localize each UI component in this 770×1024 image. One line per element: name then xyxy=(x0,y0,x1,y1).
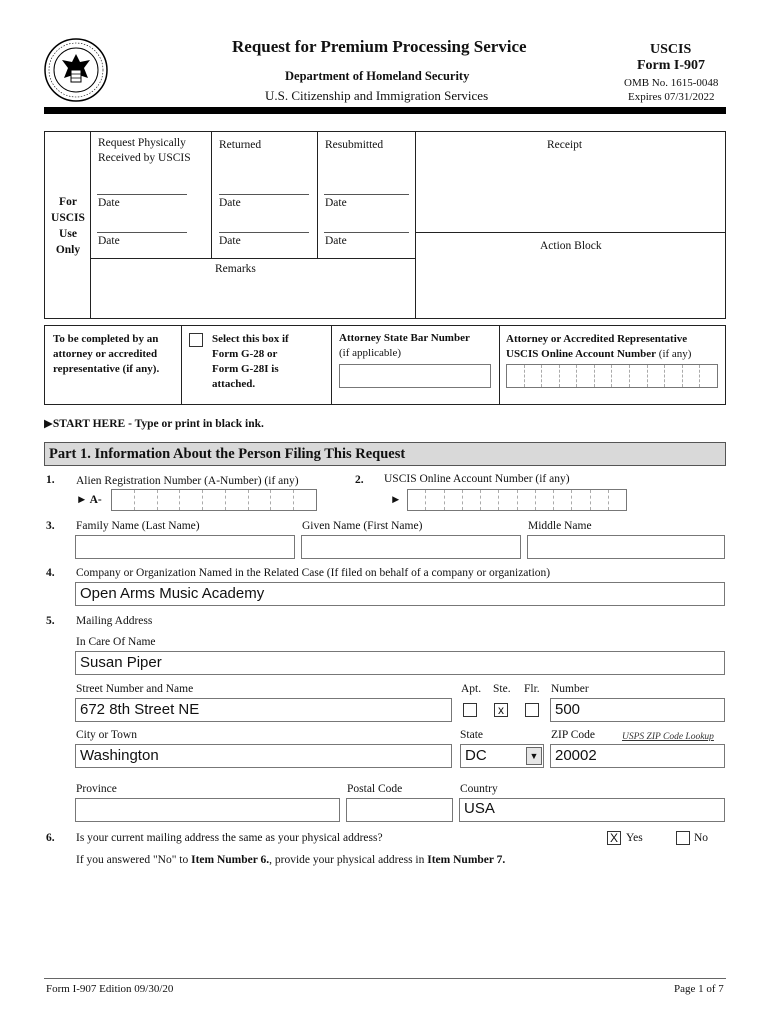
attorney-intro: To be completed by an attorney or accredited representative (if any). xyxy=(53,333,160,375)
q6-note: If you answered "No" to Item Number 6., provide your physical address in Item Number 7. xyxy=(76,854,506,866)
bar-number-label: Attorney State Bar Number xyxy=(339,332,470,344)
province-input[interactable] xyxy=(75,798,340,822)
a-number-prefix: ► A- xyxy=(76,494,102,506)
chevron-down-icon[interactable]: ▼ xyxy=(526,747,542,765)
a-number-input[interactable] xyxy=(111,489,317,511)
postal-code-label: Postal Code xyxy=(347,783,403,795)
q6-label: Is your current mailing address the same as your physical address? xyxy=(76,832,383,844)
ste-checkbox[interactable]: x xyxy=(494,703,508,717)
given-name-input[interactable] xyxy=(301,535,521,559)
city-label: City or Town xyxy=(76,729,137,741)
department-name: Department of Homeland Security xyxy=(285,69,470,83)
family-name-label: Family Name (Last Name) xyxy=(76,520,200,532)
q6-number: 6. xyxy=(46,832,55,844)
q2-number: 2. xyxy=(355,474,364,486)
header-rule xyxy=(44,107,726,114)
online-account-label2: USCIS Online Account Number (if any) xyxy=(506,348,692,360)
start-here: ▶START HERE - Type or print in black ink. xyxy=(44,418,264,430)
yes-checkbox[interactable]: X xyxy=(607,831,621,845)
arrow-right-icon: ▶ xyxy=(44,418,53,430)
attorney-online-account-input[interactable] xyxy=(506,364,718,388)
company-name-input[interactable]: Open Arms Music Academy xyxy=(75,582,725,606)
resubmitted-header: Resubmitted xyxy=(325,139,384,151)
middle-name-input[interactable] xyxy=(527,535,725,559)
date-label: Date xyxy=(98,197,120,209)
no-label: No xyxy=(694,832,709,844)
dhs-seal-icon xyxy=(44,38,108,102)
uscis-label: USCIS xyxy=(650,42,692,57)
care-of-input[interactable]: Susan Piper xyxy=(75,651,725,675)
family-name-input[interactable] xyxy=(75,535,295,559)
country-input[interactable]: USA xyxy=(459,798,725,822)
date-label: Date xyxy=(219,235,241,247)
usps-lookup-link[interactable]: USPS ZIP Code Lookup xyxy=(622,732,714,742)
form-number: Form I-907 xyxy=(637,58,706,73)
q3-number: 3. xyxy=(46,520,55,532)
ste-label: Ste. xyxy=(493,683,511,695)
state-select[interactable]: DC ▼ xyxy=(460,744,544,768)
postal-code-input[interactable] xyxy=(346,798,453,822)
flr-checkbox[interactable] xyxy=(525,703,539,717)
country-label: Country xyxy=(460,783,498,795)
returned-header: Returned xyxy=(219,139,262,151)
online-account-label: Attorney or Accredited Representative xyxy=(506,333,688,345)
apt-checkbox[interactable] xyxy=(463,703,477,717)
q5-number: 5. xyxy=(46,615,55,627)
unit-number-input[interactable]: 500 xyxy=(550,698,725,722)
date-label: Date xyxy=(325,197,347,209)
form-title: Request for Premium Processing Service xyxy=(232,37,527,56)
care-of-label: In Care Of Name xyxy=(76,636,156,648)
arrow-right-icon: ► xyxy=(390,494,402,506)
q1-number: 1. xyxy=(46,474,55,486)
mailing-address-label: Mailing Address xyxy=(76,615,153,627)
date-label: Date xyxy=(219,197,241,209)
q1-label: Alien Registration Number (A-Number) (if any) xyxy=(76,475,299,487)
agency-name: U.S. Citizenship and Immigration Services xyxy=(265,88,489,103)
province-label: Province xyxy=(76,783,117,795)
flr-label: Flr. xyxy=(524,683,540,695)
middle-name-label: Middle Name xyxy=(528,520,592,532)
apt-label: Apt. xyxy=(461,683,482,695)
number-label: Number xyxy=(551,683,589,695)
zip-label: ZIP Code xyxy=(551,729,595,741)
part1-heading: Part 1. Information About the Person Filing This Request xyxy=(44,442,726,466)
city-input[interactable]: Washington xyxy=(75,744,452,768)
receipt-header: Receipt xyxy=(547,139,583,151)
q2-label: USCIS Online Account Number (if any) xyxy=(384,473,570,485)
g28-checkbox[interactable] xyxy=(189,333,203,347)
q4-label: Company or Organization Named in the Related Case (If filed on behalf of a company or organization) xyxy=(76,567,551,579)
footer-rule xyxy=(44,978,726,979)
received-header: Request Physically Received by USCIS xyxy=(98,137,191,164)
street-label: Street Number and Name xyxy=(76,683,194,695)
arrow-right-icon: ► xyxy=(76,494,90,506)
q4-number: 4. xyxy=(46,567,55,579)
online-account-input[interactable] xyxy=(407,489,627,511)
no-checkbox[interactable] xyxy=(676,831,690,845)
bar-number-sublabel: (if applicable) xyxy=(339,347,401,359)
state-label: State xyxy=(460,729,483,741)
date-label: Date xyxy=(325,235,347,247)
footer-page: Page 1 of 7 xyxy=(674,983,724,995)
office-use-label: For USCIS Use Only xyxy=(51,196,85,256)
bar-number-input[interactable] xyxy=(339,364,491,388)
street-input[interactable]: 672 8th Street NE xyxy=(75,698,452,722)
date-label: Date xyxy=(98,235,120,247)
g28-label: Select this box if Form G-28 or Form G-28I is attached. xyxy=(212,333,289,390)
zip-input[interactable]: 20002 xyxy=(550,744,725,768)
yes-label: Yes xyxy=(626,832,643,844)
expiration-date: Expires 07/31/2022 xyxy=(628,91,715,103)
remarks-label: Remarks xyxy=(215,263,256,275)
footer-edition: Form I-907 Edition 09/30/20 xyxy=(46,983,174,995)
given-name-label: Given Name (First Name) xyxy=(302,520,423,532)
omb-number: OMB No. 1615-0048 xyxy=(624,77,719,89)
action-block-label: Action Block xyxy=(540,240,602,252)
